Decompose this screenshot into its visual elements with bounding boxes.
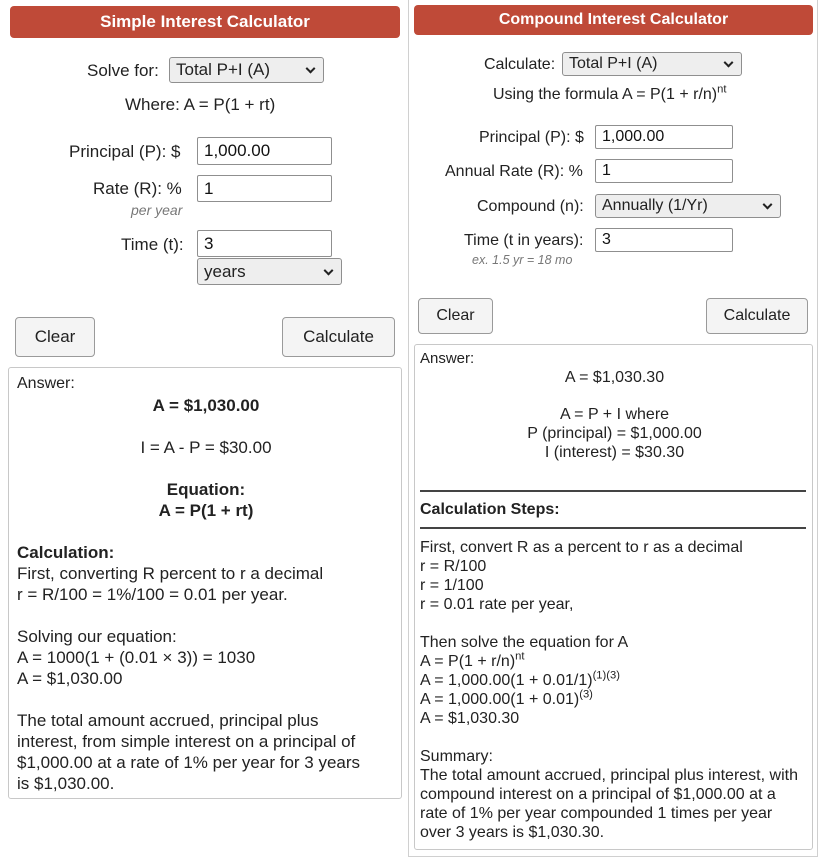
solve-line: Solving our equation: <box>17 627 177 646</box>
compound-answer-box <box>414 344 813 850</box>
summary-line: over 3 years is $1,030.30. <box>420 824 605 841</box>
principal-label: Principal (P): $ <box>479 129 584 146</box>
step-exponent: nt <box>515 650 525 663</box>
steps-heading: Calculation Steps: <box>420 501 560 518</box>
where-line: A = P + I where <box>559 406 670 423</box>
calculate-button[interactable]: Calculate <box>282 317 395 357</box>
simple-calculator-title: Simple Interest Calculator <box>10 6 400 38</box>
solve-line: A = $1,030.00 <box>17 669 123 688</box>
summary-heading: Summary: <box>420 748 493 765</box>
time-label: Time (t in years): <box>464 232 584 249</box>
simple-answer-box <box>8 367 402 799</box>
calculation-heading: Calculation: <box>17 543 115 562</box>
solve-for-select[interactable] <box>169 57 324 83</box>
compound-calculator-title: Compound Interest Calculator <box>414 5 813 35</box>
formula-exponent: nt <box>717 83 727 96</box>
answer-label: Answer: <box>420 350 475 367</box>
summary-line: is $1,030.00. <box>17 774 115 793</box>
rate-input[interactable] <box>197 175 332 202</box>
calc-line: r = R/100 = 1%/100 = 0.01 per year. <box>17 585 288 604</box>
step-line: r = 1/100 <box>420 577 484 594</box>
principal-input[interactable] <box>595 125 733 149</box>
summary-line: The total amount accrued, principal plus interest, with <box>420 767 798 784</box>
clear-button[interactable]: Clear <box>15 317 95 357</box>
principal-label: Principal (P): $ <box>69 142 181 161</box>
rate-label: Rate (R): % <box>93 179 182 198</box>
step-line: r = R/100 <box>420 558 487 575</box>
summary-line: compound interest on a principal of $1,000.00 at a <box>420 786 776 803</box>
solve-for-value: Total P+I (A) <box>176 60 271 79</box>
formula-text: Using the formula $A = P(1 + r/n)^{nt}$ <box>493 83 727 103</box>
solve-line: A = 1000(1 + (0.01 × 3)) = 1030 <box>17 648 256 667</box>
compound-label: Compound (n): <box>477 198 584 215</box>
time-hint: ex. 1.5 yr = 18 mo <box>472 253 573 267</box>
calculate-button[interactable]: Calculate <box>706 298 808 334</box>
where-line: P (principal) = $1,000.00 <box>527 425 702 442</box>
where-line: I (interest) = $30.30 <box>544 444 685 461</box>
calculate-for-select[interactable] <box>562 52 742 76</box>
result-total: A = $1,030.00 <box>152 396 260 415</box>
step-line: $A = 1,000.00(1 + 0.01)^{(3)}$ <box>420 688 593 708</box>
divider <box>420 490 806 492</box>
step-line: Then solve the equation for A <box>420 634 629 651</box>
chevron-down-icon <box>306 64 316 74</box>
calc-line: First, converting R percent to r a decimal <box>17 564 324 583</box>
summary-line: $1,000.00 at a rate of 1% per year for 3 years <box>17 753 361 772</box>
compound-frequency-select[interactable] <box>595 194 781 218</box>
step-exponent: (1)(3) <box>592 669 620 682</box>
equation: A = P(1 + rt) <box>158 501 254 520</box>
summary-line: rate of 1% per year compounded 1 times per year <box>420 805 773 822</box>
step-line: First, convert R as a percent to r as a decimal <box>420 539 743 556</box>
step-line: $A = 1,000.00(1 + 0.01/1)^{(1)(3)}$ <box>420 669 620 689</box>
simple-interest-panel <box>4 0 406 804</box>
summary-line: interest, from simple interest on a principal of <box>17 732 356 751</box>
clear-button[interactable]: Clear <box>418 298 493 334</box>
step-exponent: (3) <box>579 688 593 701</box>
equation-heading: Equation: <box>166 480 246 499</box>
annual-rate-label: Annual Rate (R): % <box>445 163 583 180</box>
time-unit-select[interactable] <box>197 258 342 285</box>
time-input[interactable] <box>595 228 733 252</box>
compound-interest-panel <box>408 0 818 857</box>
compound-frequency-value: Annually (1/Yr) <box>602 197 708 214</box>
chevron-down-icon <box>724 58 734 68</box>
time-unit-value: years <box>204 262 246 281</box>
rate-hint: per year <box>131 202 183 218</box>
solve-for-label: Solve for: <box>87 61 159 80</box>
summary-line: The total amount accrued, principal plus <box>17 711 319 730</box>
answer-label: Answer: <box>17 375 75 392</box>
step-line: A = $1,030.30 <box>420 710 520 727</box>
chevron-down-icon <box>324 265 334 275</box>
calculate-for-value: Total P+I (A) <box>569 55 658 72</box>
step-line: r = 0.01 rate per year, <box>420 596 574 613</box>
chevron-down-icon <box>763 200 773 210</box>
step-line: $A = P(1 + r/n)^{nt}$ <box>420 650 525 670</box>
annual-rate-input[interactable] <box>595 159 733 183</box>
principal-input[interactable] <box>197 137 332 165</box>
divider <box>420 527 806 529</box>
result-total: A = $1,030.30 <box>564 369 665 386</box>
time-label: Time (t): <box>121 235 184 254</box>
calculate-for-label: Calculate: <box>484 56 556 73</box>
time-input[interactable] <box>197 230 332 257</box>
result-interest: I = A - P = $30.00 <box>140 438 272 457</box>
where-formula: Where: A = P(1 + rt) <box>125 95 276 114</box>
